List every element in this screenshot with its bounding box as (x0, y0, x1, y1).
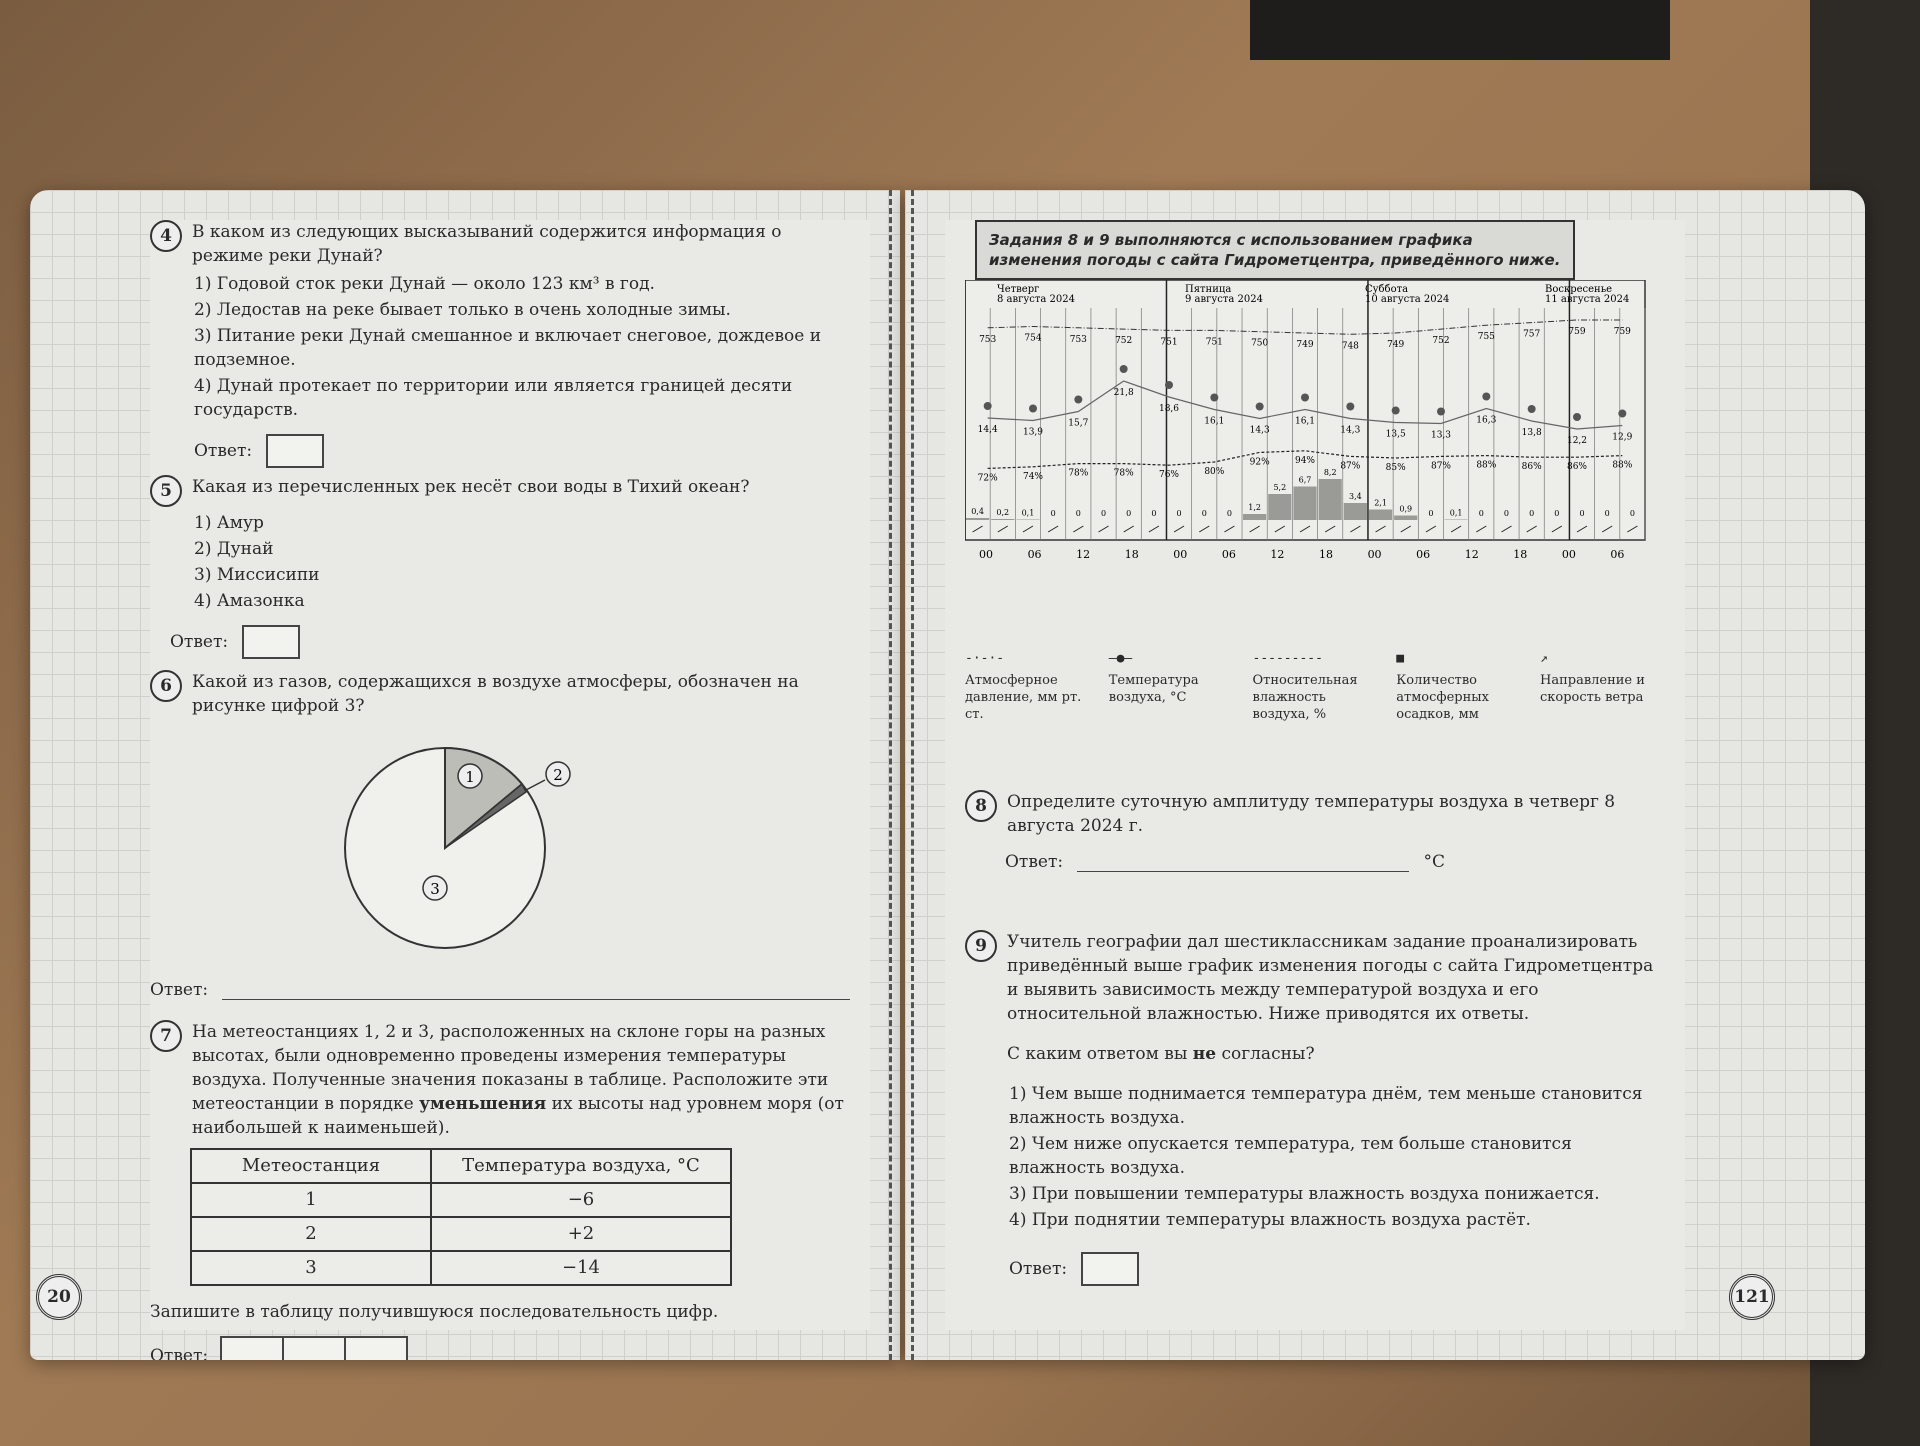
time-label: 00 (979, 548, 993, 561)
precip-label: 0,2 (996, 508, 1010, 517)
precip-label: 0 (1478, 509, 1484, 518)
legend-item (1540, 650, 1665, 723)
emphasis: уменьшения (419, 1094, 547, 1114)
answer-cell[interactable] (344, 1336, 408, 1360)
precip-bar (1369, 510, 1392, 521)
precip-bar (1243, 514, 1266, 520)
question-text: Определите суточную амплитуду температуры воздуха в четверг 8 августа 2024 г. (1007, 792, 1616, 836)
temperature-label: 18,6 (1158, 404, 1180, 414)
weather-icon (984, 402, 992, 410)
day-date: 10 августа 2024 (1365, 294, 1450, 305)
sequence-answer-boxes (222, 1336, 408, 1360)
option[interactable]: 3) При повышении температуры влажность воздуха понижается. (1009, 1184, 1600, 1204)
humidity-label: 87% (1430, 461, 1452, 472)
question-number: 7 (150, 1020, 182, 1052)
option[interactable]: 4) Амазонка (194, 591, 305, 611)
table-row: 2 +2 (191, 1217, 731, 1251)
answer-box[interactable] (242, 625, 300, 659)
pressure-label: 749 (1387, 340, 1405, 350)
humidity-label: 87% (1340, 461, 1361, 472)
gas-pie-chart (320, 728, 720, 978)
precip-label: 0,1 (1449, 508, 1463, 518)
humidity-label: 86% (1566, 462, 1588, 473)
precip-bar (1445, 520, 1468, 521)
humidity-label: 88% (1476, 460, 1497, 471)
legend-symbol: —●— (1108, 651, 1133, 666)
weather-icon (1210, 394, 1218, 402)
temperature-label: 13,8 (1521, 428, 1542, 438)
answer-label: Ответ: (150, 1346, 209, 1360)
option[interactable]: 4) Дунай протекает по территории или является границей десяти государств. (194, 376, 793, 420)
question-number: 8 (965, 790, 997, 822)
weather-icon (1437, 408, 1445, 416)
precip-label: 0 (1050, 509, 1056, 518)
time-label: 18 (1319, 548, 1333, 561)
answer-box[interactable] (1081, 1252, 1139, 1286)
time-label: 18 (1513, 548, 1528, 561)
option[interactable]: 3) Питание реки Дунай смешанное и включает снеговое, дождевое и подземное. (194, 326, 822, 370)
answer-unit: °С (1423, 852, 1445, 872)
legend-symbol: ■ (1396, 651, 1405, 666)
precip-label: 0,9 (1399, 504, 1413, 514)
precip-bar (1293, 487, 1316, 521)
precip-label: 1,2 (1248, 503, 1261, 512)
right-page-content (945, 220, 1685, 1330)
pressure-label: 751 (1205, 337, 1223, 348)
temperature-label: 16,1 (1204, 416, 1225, 427)
time-label: 06 (1221, 548, 1236, 561)
weather-icon (1392, 407, 1400, 415)
pressure-label: 757 (1523, 329, 1541, 340)
humidity-label: 88% (1612, 460, 1633, 471)
legend-item (1109, 650, 1234, 723)
humidity-label: 76% (1158, 470, 1180, 481)
precip-label: 0 (1176, 509, 1182, 518)
option[interactable]: 2) Чем ниже опускается температура, тем больше становится влажность воздуха. (1009, 1134, 1572, 1178)
answer-cell[interactable] (220, 1336, 284, 1360)
weather-icon (1029, 405, 1037, 413)
humidity-label: 78% (1068, 468, 1089, 479)
legend-symbol: --------- (1252, 651, 1323, 666)
legend-item (1396, 650, 1521, 723)
question-text: В каком из следующих высказываний содержится информация о режиме реки Дунай? (192, 222, 782, 266)
pie-label-3: 3 (430, 880, 440, 898)
weather-icon (1165, 381, 1173, 389)
question-4 (150, 220, 850, 468)
question-text: Какой из газов, содержащихся в воздухе атмосферы, обозначен на рисунке цифрой 3? (192, 672, 799, 716)
time-label: 12 (1076, 548, 1091, 561)
left-page-content (150, 220, 870, 1360)
desk-background (1250, 0, 1670, 60)
precip-label: 0 (1604, 509, 1610, 518)
pressure-label: 752 (1432, 336, 1450, 347)
weather-icon (1256, 403, 1264, 411)
temperature-label: 14,4 (977, 425, 998, 435)
pressure-label: 753 (979, 334, 997, 345)
answer-label: Ответ: (1005, 852, 1064, 872)
answer-label: Ответ: (170, 632, 229, 652)
precip-label: 0 (1201, 509, 1207, 518)
question-number: 9 (965, 930, 997, 962)
instruction-text: Запишите в таблицу получившуюся последовательность цифр. (150, 1302, 719, 1322)
precip-label: 0,4 (971, 507, 984, 516)
cut-line (911, 190, 914, 1360)
answer-box[interactable] (266, 434, 324, 468)
answer-line[interactable] (1077, 852, 1409, 872)
temperature-label: 16,1 (1294, 416, 1316, 427)
table-row: 3 −14 (191, 1251, 731, 1285)
answer-label: Ответ: (1009, 1259, 1068, 1279)
precip-label: 0 (1529, 509, 1535, 518)
pie-leader-line (526, 780, 545, 790)
weather-icon (1618, 410, 1626, 418)
option[interactable]: 2) Дунай (194, 539, 274, 559)
left-page (30, 190, 900, 1360)
time-label: 00 (1561, 548, 1576, 561)
humidity-label: 94% (1294, 455, 1316, 466)
precip-bar (1268, 494, 1291, 520)
humidity-label: 78% (1113, 468, 1134, 479)
options-list (1009, 1082, 1665, 1232)
day-date: 9 августа 2024 (1185, 294, 1263, 305)
pie-label-1: 1 (465, 768, 475, 786)
pressure-label: 749 (1296, 340, 1314, 350)
page-number: 121 (1729, 1274, 1775, 1320)
precip-bar (991, 519, 1014, 520)
time-label: 18 (1124, 548, 1139, 561)
pressure-label: 755 (1477, 332, 1495, 343)
temperature-label: 13,3 (1430, 430, 1452, 441)
humidity-label: 74% (1022, 471, 1044, 482)
temperature-label: 12,2 (1566, 436, 1588, 446)
stations-table (190, 1148, 732, 1286)
question-text: Учитель географии дал шестиклассникам задание проанализировать приведённый выше график изменения погоды с сайта Гидрометцентра и выявить зависимость между температурой воздуха и его относительной влажностью. Ниже приводятся их ответы. (1007, 932, 1654, 1024)
time-label: 06 (1027, 548, 1042, 561)
precip-label: 0 (1075, 509, 1081, 518)
humidity-label: 72% (977, 473, 998, 484)
answer-cell[interactable] (282, 1336, 346, 1360)
time-label: 06 (1416, 548, 1431, 561)
option[interactable]: 1) Годовой сток реки Дунай — около 123 км³ в год. (194, 274, 655, 294)
precip-label: 0 (1226, 509, 1232, 518)
weather-icon (1482, 393, 1490, 401)
precip-label: 5,2 (1273, 483, 1287, 492)
question-5 (150, 475, 850, 659)
legend-item (1253, 650, 1378, 723)
precip-label: 0 (1428, 509, 1434, 518)
precip-label: 0 (1100, 509, 1107, 518)
temperature-label: 15,7 (1068, 418, 1089, 429)
temperature-label: 21,8 (1113, 388, 1134, 398)
weather-icon (1301, 394, 1309, 402)
legend-label: Относительная влажность воздуха, % (1252, 673, 1358, 722)
time-label: 06 (1610, 548, 1625, 561)
precip-label: 2,1 (1374, 498, 1387, 508)
day-name: Суббота (1365, 284, 1409, 295)
answer-label: Ответ: (150, 980, 209, 1000)
legend-symbol: -·-·- (965, 651, 1005, 666)
pressure-label: 752 (1115, 336, 1133, 347)
precip-label: 8,2 (1323, 468, 1337, 477)
right-page (905, 190, 1865, 1360)
question-number: 6 (150, 670, 182, 702)
question-number: 4 (150, 220, 182, 252)
option[interactable]: 1) Чем выше поднимается температура днём, тем меньше становится влажность воздуха. (1009, 1084, 1643, 1128)
humidity-label: 80% (1204, 467, 1225, 477)
legend-symbol: ↗ (1540, 651, 1548, 666)
day-name: Воскресенье (1545, 284, 1613, 295)
weather-icon (1528, 405, 1536, 413)
day-name: Пятница (1185, 284, 1232, 295)
weather-icon (1346, 403, 1354, 411)
temperature-label: 12,9 (1612, 432, 1633, 443)
precip-label: 3,4 (1349, 492, 1362, 501)
legend-label: Направление и скорость ветра (1540, 673, 1645, 705)
answer-line[interactable] (222, 980, 850, 1000)
humidity-label: 92% (1249, 457, 1270, 468)
tasks-header: Задания 8 и 9 выполняются с использованием графика изменения погоды с сайта Гидрометцентра, приведённого ниже. (975, 220, 1575, 280)
pressure-label: 748 (1341, 341, 1359, 352)
weather-icon (1074, 396, 1082, 404)
precip-bar (1016, 520, 1039, 521)
time-label: 12 (1270, 548, 1285, 561)
option[interactable]: 4) При поднятии температуры влажность воздуха растёт. (1009, 1210, 1531, 1230)
question-number: 5 (150, 475, 182, 507)
question-6 (150, 670, 850, 1002)
answer-label: Ответ: (194, 441, 253, 461)
time-label: 00 (1367, 548, 1382, 561)
pressure-label: 759 (1568, 327, 1586, 337)
temperature-label: 13,9 (1022, 427, 1044, 438)
precip-bar (1319, 479, 1342, 520)
temperature-label: 13,5 (1385, 429, 1406, 440)
weather-icon (1573, 413, 1581, 421)
option[interactable]: 3) Миссисипи (194, 565, 320, 585)
legend-label: Количество атмосферных осадков, мм (1396, 673, 1489, 722)
question-text: Какая из перечисленных рек несёт свои воды в Тихий океан? (192, 477, 750, 497)
weather-icon (1120, 365, 1128, 373)
options-list (194, 272, 850, 422)
precip-label: 0 (1503, 509, 1510, 518)
option[interactable]: 2) Ледостав на реке бывает только в очень холодные зимы. (194, 300, 731, 320)
emphasis: не (1192, 1044, 1217, 1064)
precip-label: 0 (1579, 509, 1585, 518)
pressure-label: 759 (1613, 327, 1631, 337)
temperature-label: 16,3 (1476, 415, 1497, 426)
precip-bar (1394, 516, 1417, 521)
day-date: 11 августа 2024 (1545, 294, 1630, 305)
precip-label: 0 (1554, 509, 1560, 518)
table-header: Метеостанция (191, 1149, 431, 1183)
options-list (194, 511, 850, 613)
time-label: 12 (1464, 548, 1479, 561)
weather-chart (965, 280, 1665, 580)
time-label: 00 (1173, 548, 1188, 561)
precip-label: 0,1 (1021, 508, 1035, 518)
precip-bar (966, 518, 989, 520)
pressure-label: 750 (1251, 338, 1269, 349)
pressure-label: 754 (1024, 333, 1042, 344)
chart-legend (965, 650, 1665, 723)
temperature-label: 14,3 (1249, 425, 1270, 436)
temperature-label: 14,3 (1340, 425, 1361, 436)
cut-line (889, 190, 892, 1360)
legend-label: Атмосферное давление, мм рт. ст. (965, 673, 1082, 722)
day-name: Четверг (997, 284, 1040, 295)
page-number: 20 (36, 1274, 82, 1320)
table-header: Температура воздуха, °С (431, 1149, 731, 1183)
legend-item (965, 650, 1090, 723)
question-text: На метеостанциях 1, 2 и 3, расположенных на склоне горы на разных высотах, были одновременно проведены измерения температуры воздуха. Полученные значения показаны в таблице. Расположите эти метеостанции в порядке уменьшения их высоты над уровнем моря (от наибольшей к наименьшей). (192, 1022, 844, 1138)
option[interactable]: 1) Амур (194, 513, 264, 533)
question-prompt: С каким ответом вы не согласны? (1007, 1044, 1315, 1064)
precip-bar (1344, 503, 1367, 520)
day-date: 8 августа 2024 (997, 294, 1075, 305)
pie-label-2: 2 (553, 766, 563, 784)
precip-label: 0 (1126, 509, 1132, 518)
question-7 (150, 1020, 850, 1360)
legend-label: Температура воздуха, °С (1108, 673, 1199, 705)
table-row: 1 −6 (191, 1183, 731, 1217)
humidity-label: 85% (1385, 463, 1406, 473)
precip-label: 0 (1151, 509, 1157, 518)
humidity-label: 86% (1521, 462, 1542, 473)
question-8 (965, 790, 1665, 874)
pressure-label: 753 (1069, 334, 1087, 345)
pressure-label: 751 (1160, 337, 1178, 348)
question-9 (965, 930, 1665, 1286)
precip-label: 0 (1629, 509, 1635, 518)
precip-label: 6,7 (1298, 475, 1312, 485)
